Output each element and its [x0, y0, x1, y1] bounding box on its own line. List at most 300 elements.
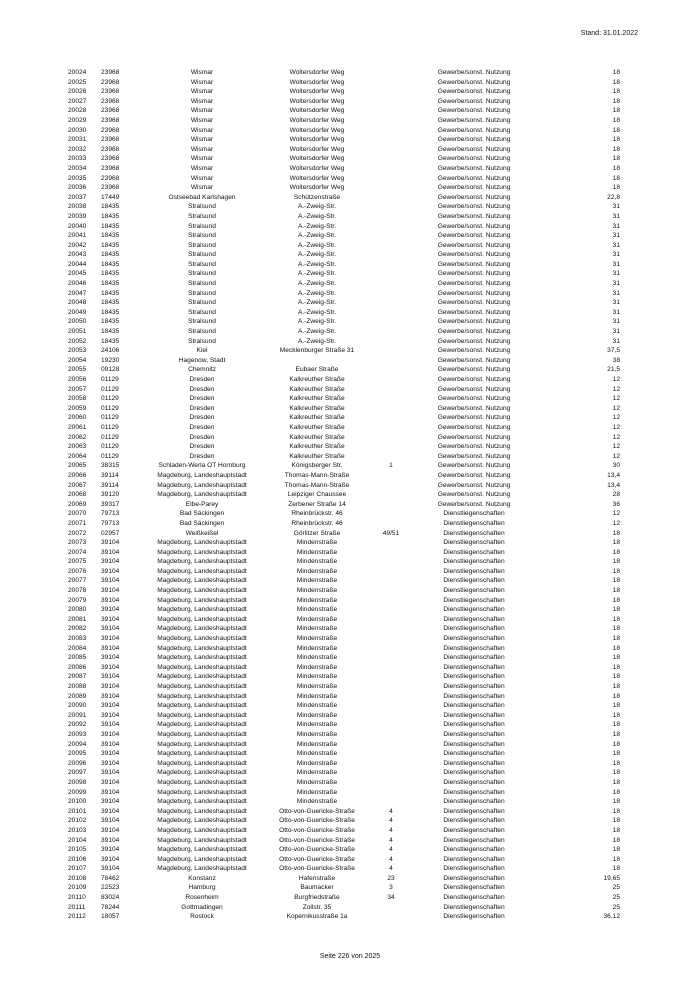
street-cell: Mindenstraße: [296, 644, 338, 652]
city-cell: Wismar: [190, 155, 214, 163]
usage-type-cell: Dienstliegenschaften: [443, 740, 505, 748]
city-cell: Wismar: [190, 97, 214, 105]
house-number-cell: [373, 576, 409, 586]
city-cell: Stralsund: [188, 241, 216, 249]
value-cell: 18: [612, 817, 620, 825]
house-number-cell: [373, 212, 409, 222]
house-number-cell: [373, 471, 409, 481]
postal-code-cell: 39104: [101, 750, 120, 758]
table-row: [68, 183, 620, 193]
city-cell: Schladen-Werla OT Hornburg: [158, 462, 246, 470]
usage-type-cell: Gewerbe/sonst. Nutzung: [437, 145, 511, 153]
postal-code-cell: 22523: [101, 884, 120, 892]
row-id-cell: 20029: [68, 116, 87, 124]
house-number-cell: [373, 701, 409, 711]
house-number-cell: [373, 164, 409, 174]
house-number-cell: 1: [389, 462, 393, 470]
house-number-cell: [373, 231, 409, 241]
usage-type-cell: Dienstliegenschaften: [443, 721, 505, 729]
street-cell: Otto-von-Guericke-Straße: [279, 865, 355, 873]
row-id-cell: 20058: [68, 395, 87, 403]
city-cell: Magdeburg, Landeshauptstadt: [157, 548, 247, 556]
usage-type-cell: Dienstliegenschaften: [443, 625, 505, 633]
row-id-cell: 20036: [68, 184, 87, 192]
table-row: [68, 883, 620, 893]
city-cell: Bad Säckingen: [179, 510, 225, 518]
postal-code-cell: 39104: [101, 846, 120, 854]
city-cell: Hagenow, Stadt: [178, 356, 226, 364]
city-cell: Weißkeißel: [185, 529, 219, 537]
row-id-cell: 20096: [68, 759, 87, 767]
city-cell: Magdeburg, Landeshauptstadt: [157, 644, 247, 652]
postal-code-cell: 39104: [101, 692, 120, 700]
table-row: [68, 269, 620, 279]
city-cell: Magdeburg, Landeshauptstadt: [157, 635, 247, 643]
value-cell: 18: [612, 615, 620, 623]
row-id-cell: 20066: [68, 471, 87, 479]
usage-type-cell: Gewerbe/sonst. Nutzung: [437, 241, 511, 249]
usage-type-cell: Dienstliegenschaften: [443, 683, 505, 690]
house-number-cell: 4: [389, 836, 393, 844]
value-cell: 31: [612, 260, 620, 268]
street-cell: Kalkreuther Straße: [289, 443, 345, 451]
street-cell: Mindenstraße: [296, 759, 338, 767]
city-cell: Magdeburg, Landeshauptstadt: [157, 606, 247, 614]
value-cell: 18: [612, 69, 620, 76]
city-cell: Magdeburg, Landeshauptstadt: [157, 481, 247, 489]
postal-code-cell: 23968: [101, 116, 120, 124]
postal-code-cell: 18435: [101, 270, 120, 278]
street-cell: Woltersdorfer Weg: [289, 78, 345, 86]
postal-code-cell: 39104: [101, 826, 120, 834]
row-id-cell: 20042: [68, 241, 87, 249]
city-cell: Wismar: [190, 136, 214, 144]
postal-code-cell: 23968: [101, 126, 120, 134]
table-row: [68, 116, 620, 126]
row-id-cell: 20065: [68, 462, 87, 470]
usage-type-cell: Dienstliegenschaften: [443, 826, 505, 834]
value-cell: 18: [612, 692, 620, 700]
usage-type-cell: Gewerbe/sonst. Nutzung: [437, 366, 511, 374]
value-cell: 18: [612, 567, 620, 575]
house-number-cell: [373, 788, 409, 798]
usage-type-cell: Gewerbe/sonst. Nutzung: [437, 251, 511, 259]
house-number-cell: [373, 423, 409, 433]
row-id-cell: 20030: [68, 126, 87, 134]
value-cell: 31: [612, 299, 620, 307]
table-row: [68, 289, 620, 299]
value-cell: 18: [612, 836, 620, 844]
city-cell: Stralsund: [188, 337, 216, 345]
value-cell: 18: [612, 673, 620, 681]
postal-code-cell: 23968: [101, 155, 120, 163]
table-row: [68, 97, 620, 107]
postal-code-cell: 39104: [101, 654, 120, 662]
city-cell: Magdeburg, Landeshauptstadt: [157, 663, 247, 671]
usage-type-cell: Dienstliegenschaften: [443, 759, 505, 767]
street-cell: Mindenstraße: [296, 769, 338, 777]
row-id-cell: 20082: [68, 625, 87, 633]
row-id-cell: 20075: [68, 558, 87, 566]
row-id-cell: 20059: [68, 404, 87, 412]
value-cell: 37,5: [607, 347, 620, 355]
street-cell: Zollstr. 35: [302, 903, 332, 911]
value-cell: 18: [612, 711, 620, 719]
house-number-cell: [373, 126, 409, 136]
house-number-cell: [373, 644, 409, 654]
postal-code-cell: 39104: [101, 577, 120, 585]
table-row: [68, 375, 620, 385]
table-row: [68, 653, 620, 663]
usage-type-cell: Dienstliegenschaften: [443, 673, 505, 681]
row-id-cell: 20094: [68, 740, 87, 748]
usage-type-cell: Gewerbe/sonst. Nutzung: [437, 500, 511, 508]
table-row: [68, 615, 620, 625]
city-cell: Magdeburg, Landeshauptstadt: [157, 615, 247, 623]
table-row: [68, 337, 620, 347]
city-cell: Magdeburg, Landeshauptstadt: [157, 567, 247, 575]
row-id-cell: 20073: [68, 539, 87, 547]
house-number-cell: [373, 519, 409, 529]
house-number-cell: [373, 797, 409, 807]
usage-type-cell: Dienstliegenschaften: [443, 807, 505, 815]
city-cell: Magdeburg, Landeshauptstadt: [157, 778, 247, 786]
postal-code-cell: 18435: [101, 308, 120, 316]
street-cell: Mindenstraße: [296, 625, 338, 633]
value-cell: 18: [612, 663, 620, 671]
value-cell: 31: [612, 212, 620, 220]
table-row: [68, 692, 620, 702]
house-number-cell: [373, 289, 409, 299]
house-number-cell: [373, 327, 409, 337]
usage-type-cell: Gewerbe/sonst. Nutzung: [437, 328, 511, 336]
row-id-cell: 20080: [68, 606, 87, 614]
value-cell: 31: [612, 318, 620, 326]
street-cell: Otto-von-Guericke-Straße: [279, 826, 355, 834]
usage-type-cell: Gewerbe/sonst. Nutzung: [437, 174, 511, 182]
city-cell: Magdeburg, Landeshauptstadt: [157, 846, 247, 854]
usage-type-cell: Gewerbe/sonst. Nutzung: [437, 193, 511, 201]
row-id-cell: 20111: [68, 903, 86, 911]
street-cell: Mindenstraße: [296, 702, 338, 710]
house-number-cell: [373, 135, 409, 145]
table-row: [68, 519, 620, 529]
city-cell: Magdeburg, Landeshauptstadt: [157, 826, 247, 834]
usage-type-cell: Gewerbe/sonst. Nutzung: [437, 260, 511, 268]
postal-code-cell: 39104: [101, 683, 120, 690]
street-cell: Mindenstraße: [296, 548, 338, 556]
postal-code-cell: 39104: [101, 836, 120, 844]
usage-type-cell: Gewerbe/sonst. Nutzung: [437, 164, 511, 172]
usage-type-cell: Dienstliegenschaften: [443, 539, 505, 547]
table-row: [68, 385, 620, 395]
table-row: [68, 509, 620, 519]
city-cell: Wismar: [190, 184, 214, 192]
table-row: [68, 816, 620, 826]
value-cell: 18: [612, 855, 620, 863]
table-row: [68, 701, 620, 711]
table-row: [68, 346, 620, 356]
house-number-cell: 3: [389, 884, 393, 892]
house-number-cell: [373, 711, 409, 721]
value-cell: 30: [612, 462, 620, 470]
usage-type-cell: Dienstliegenschaften: [443, 788, 505, 796]
row-id-cell: 20055: [68, 366, 87, 374]
street-cell: Woltersdorfer Weg: [289, 164, 345, 172]
house-number-cell: [373, 672, 409, 682]
usage-type-cell: Gewerbe/sonst. Nutzung: [437, 462, 511, 470]
house-number-cell: [373, 557, 409, 567]
table-row: [68, 682, 620, 692]
house-number-cell: [373, 442, 409, 452]
table-row: [68, 212, 620, 222]
postal-code-cell: 23968: [101, 184, 120, 192]
value-cell: 36: [612, 500, 620, 508]
house-number-cell: [373, 509, 409, 519]
postal-code-cell: 78244: [101, 903, 120, 911]
house-number-cell: [373, 404, 409, 414]
value-cell: 31: [612, 251, 620, 259]
postal-code-cell: 23968: [101, 136, 120, 144]
postal-code-cell: 39104: [101, 606, 120, 614]
row-id-cell: 20044: [68, 260, 87, 268]
postal-code-cell: 39104: [101, 635, 120, 643]
postal-code-cell: 18435: [101, 280, 120, 288]
table-row: [68, 231, 620, 241]
street-cell: A.-Zweig-Str.: [297, 270, 337, 278]
city-cell: Dresden: [189, 414, 215, 422]
value-cell: 12: [612, 385, 620, 393]
house-number-cell: [373, 317, 409, 327]
row-id-cell: 20074: [68, 548, 87, 556]
row-id-cell: 20049: [68, 308, 87, 316]
house-number-cell: [373, 106, 409, 116]
table-row: [68, 78, 620, 88]
usage-type-cell: Dienstliegenschaften: [443, 884, 505, 892]
postal-code-cell: 78462: [101, 874, 120, 882]
row-id-cell: 20079: [68, 596, 87, 604]
table-row: [68, 481, 620, 491]
house-number-cell: [373, 768, 409, 778]
postal-code-cell: 23968: [101, 88, 120, 96]
row-id-cell: 20104: [68, 836, 87, 844]
street-cell: Mindenstraße: [296, 596, 338, 604]
postal-code-cell: 18435: [101, 299, 120, 307]
house-number-cell: [373, 222, 409, 232]
postal-code-cell: 18435: [101, 318, 120, 326]
street-cell: [261, 356, 373, 366]
value-cell: 12: [612, 433, 620, 441]
street-cell: Woltersdorfer Weg: [289, 136, 345, 144]
street-cell: Woltersdorfer Weg: [289, 126, 345, 134]
city-cell: Magdeburg, Landeshauptstadt: [157, 673, 247, 681]
usage-type-cell: Gewerbe/sonst. Nutzung: [437, 404, 511, 412]
value-cell: 31: [612, 328, 620, 336]
postal-code-cell: 38315: [101, 462, 120, 470]
postal-code-cell: 39104: [101, 548, 120, 556]
usage-type-cell: Gewerbe/sonst. Nutzung: [437, 433, 511, 441]
usage-type-cell: Dienstliegenschaften: [443, 874, 505, 882]
value-cell: 18: [612, 558, 620, 566]
value-cell: 19,65: [603, 874, 620, 882]
street-cell: Thomas-Mann-Straße: [284, 471, 350, 479]
house-number-cell: [373, 413, 409, 423]
postal-code-cell: 39104: [101, 807, 120, 815]
house-number-cell: [373, 308, 409, 318]
table-row: [68, 912, 620, 922]
row-id-cell: 20076: [68, 567, 87, 575]
postal-code-cell: 39114: [101, 481, 119, 489]
usage-type-cell: Dienstliegenschaften: [443, 855, 505, 863]
usage-type-cell: Dienstliegenschaften: [443, 558, 505, 566]
value-cell: 18: [612, 740, 620, 748]
postal-code-cell: 23968: [101, 69, 120, 76]
house-number-cell: [373, 586, 409, 596]
row-id-cell: 20101: [68, 807, 87, 815]
table-row: [68, 596, 620, 606]
table-row: [68, 634, 620, 644]
city-cell: Stralsund: [188, 299, 216, 307]
table-row: [68, 605, 620, 615]
postal-code-cell: 23968: [101, 145, 120, 153]
street-cell: Mindenstraße: [296, 567, 338, 575]
city-cell: Wismar: [190, 145, 214, 153]
house-number-cell: [373, 202, 409, 212]
usage-type-cell: Dienstliegenschaften: [443, 778, 505, 786]
street-cell: Mindenstraße: [296, 730, 338, 738]
street-cell: Woltersdorfer Weg: [289, 145, 345, 153]
table-row: [68, 365, 620, 375]
postal-code-cell: 19230: [101, 356, 120, 364]
value-cell: 18: [612, 778, 620, 786]
usage-type-cell: Gewerbe/sonst. Nutzung: [437, 443, 511, 451]
city-cell: Stralsund: [188, 318, 216, 326]
postal-code-cell: 02957: [101, 529, 120, 537]
table-row: [68, 836, 620, 846]
city-cell: Elbe-Parey: [185, 500, 219, 508]
usage-type-cell: Gewerbe/sonst. Nutzung: [437, 289, 511, 297]
row-id-cell: 20112: [68, 913, 86, 921]
value-cell: 18: [612, 769, 620, 777]
value-cell: 18: [612, 702, 620, 710]
row-id-cell: 20078: [68, 587, 87, 595]
street-cell: Mindenstraße: [296, 615, 338, 623]
street-cell: Mindenstraße: [296, 721, 338, 729]
table-row: [68, 538, 620, 548]
city-cell: Dresden: [189, 395, 215, 403]
value-cell: 12: [612, 423, 620, 431]
usage-type-cell: Gewerbe/sonst. Nutzung: [437, 212, 511, 220]
street-cell: A.-Zweig-Str.: [297, 318, 337, 326]
table-row: [68, 461, 620, 471]
postal-code-cell: 01129: [101, 385, 119, 393]
table-row: [68, 106, 620, 116]
value-cell: 18: [612, 174, 620, 182]
city-cell: Magdeburg, Landeshauptstadt: [157, 759, 247, 767]
row-id-cell: 20025: [68, 78, 87, 86]
postal-code-cell: 17449: [101, 193, 120, 201]
city-cell: Stralsund: [188, 212, 216, 220]
usage-type-cell: Gewerbe/sonst. Nutzung: [437, 97, 511, 105]
row-id-cell: 20056: [68, 376, 87, 383]
house-number-cell: [373, 596, 409, 606]
city-cell: Wismar: [190, 69, 214, 76]
table-row: [68, 490, 620, 500]
table-row: [68, 778, 620, 788]
street-cell: Mindenstraße: [296, 654, 338, 662]
street-cell: Kalkreuther Straße: [289, 395, 345, 403]
postal-code-cell: 18435: [101, 232, 120, 240]
usage-type-cell: Gewerbe/sonst. Nutzung: [437, 116, 511, 124]
usage-type-cell: Gewerbe/sonst. Nutzung: [437, 270, 511, 278]
house-number-cell: [373, 452, 409, 462]
row-id-cell: 20077: [68, 577, 87, 585]
usage-type-cell: Gewerbe/sonst. Nutzung: [437, 107, 511, 115]
value-cell: 18: [612, 145, 620, 153]
street-cell: Rheinbrückstr. 46: [291, 510, 343, 518]
street-cell: Kalkreuther Straße: [289, 404, 345, 412]
city-cell: Rostock: [190, 913, 214, 921]
table-row: [68, 500, 620, 510]
postal-code-cell: 23968: [101, 107, 120, 115]
row-id-cell: 20070: [68, 510, 87, 518]
house-number-cell: 23: [387, 874, 395, 882]
usage-type-cell: Dienstliegenschaften: [443, 836, 505, 844]
row-id-cell: 20088: [68, 683, 87, 690]
city-cell: Stralsund: [188, 289, 216, 297]
postal-code-cell: 18435: [101, 289, 120, 297]
value-cell: 36,12: [603, 913, 620, 921]
house-number-cell: [373, 193, 409, 203]
street-cell: Otto-von-Guericke-Straße: [279, 817, 355, 825]
postal-code-cell: 39104: [101, 769, 120, 777]
table-row: [68, 759, 620, 769]
house-number-cell: [373, 260, 409, 270]
street-cell: Kalkreuther Straße: [289, 423, 345, 431]
postal-code-cell: 09128: [101, 366, 120, 374]
usage-type-cell: Gewerbe/sonst. Nutzung: [437, 356, 511, 364]
street-cell: Woltersdorfer Weg: [289, 97, 345, 105]
table-row: [68, 586, 620, 596]
street-cell: A.-Zweig-Str.: [297, 308, 337, 316]
usage-type-cell: Dienstliegenschaften: [443, 519, 505, 527]
value-cell: 18: [612, 865, 620, 873]
row-id-cell: 20031: [68, 136, 87, 144]
street-cell: Mindenstraße: [296, 750, 338, 758]
usage-type-cell: Dienstliegenschaften: [443, 865, 505, 873]
value-cell: 18: [612, 126, 620, 134]
street-cell: Rheinbrückstr. 46: [291, 519, 343, 527]
value-cell: 28: [612, 491, 620, 499]
table-row: [68, 433, 620, 443]
row-id-cell: 20034: [68, 164, 87, 172]
value-cell: 25: [612, 884, 620, 892]
table-row: [68, 452, 620, 462]
value-cell: 12: [612, 443, 620, 451]
house-number-cell: [373, 78, 409, 88]
city-cell: Stralsund: [188, 260, 216, 268]
city-cell: Wismar: [190, 107, 214, 115]
city-cell: Magdeburg, Landeshauptstadt: [157, 711, 247, 719]
street-cell: Kopernikusstraße 1a: [286, 913, 348, 921]
value-cell: 18: [612, 164, 620, 172]
street-cell: Mindenstraße: [296, 558, 338, 566]
value-cell: 31: [612, 337, 620, 345]
postal-code-cell: 39104: [101, 615, 120, 623]
postal-code-cell: 39104: [101, 711, 120, 719]
house-number-cell: [373, 385, 409, 395]
street-cell: Zerbener Straße 14: [288, 500, 346, 508]
